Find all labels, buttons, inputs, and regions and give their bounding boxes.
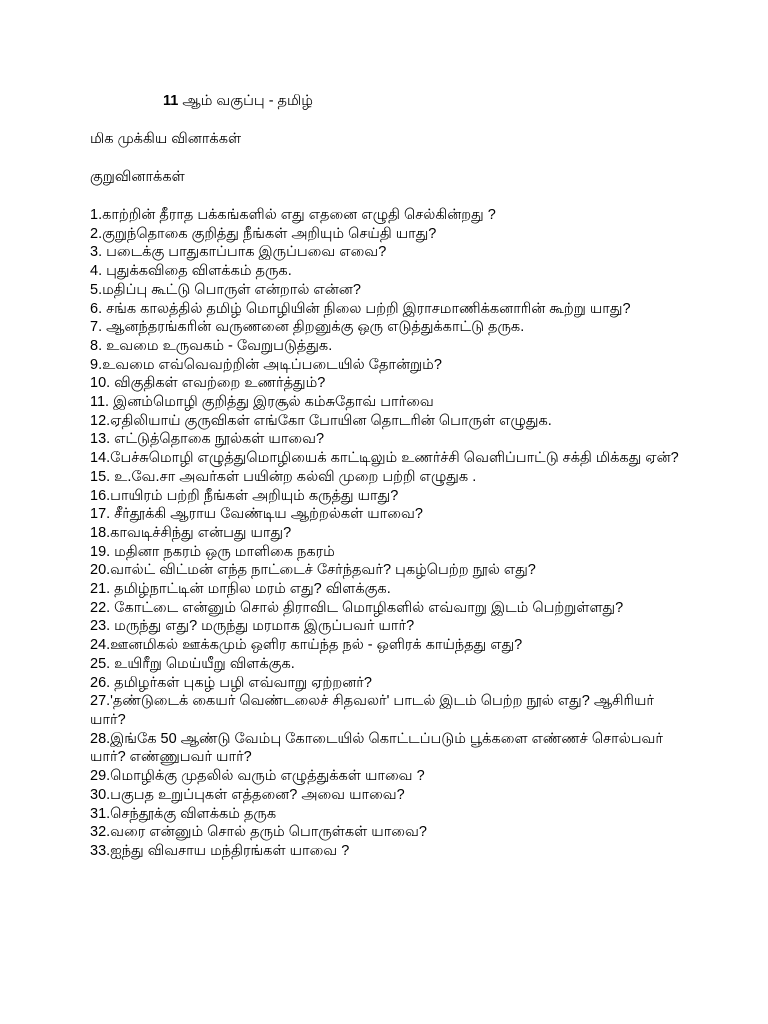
question-item: 14.பேச்சுமொழி எழுத்துமொழியைக் காட்டிலும் உணர்ச்சி வெளிப்பாட்டு சக்தி மிக்கது ஏன்?: [90, 450, 679, 467]
question-item: 33.ஐந்து விவசாய மந்திரங்கள் யாவை ?: [90, 842, 350, 859]
question-item: 5.மதிப்பு கூட்டு பொருள் என்றால் என்ன?: [90, 281, 361, 298]
question-item: 20.வால்ட் விட்மன் எந்த நாட்டைச் சேர்ந்தவர்? புகழ்பெற்ற நூல் எது?: [90, 562, 536, 579]
question-item: 23. மருந்து எது? மருந்து மரமாக இருப்பவர் யார்?: [90, 618, 415, 635]
question-item: 29.மொழிக்கு முதலில் வரும் எழுத்துக்கள் யாவை ?: [90, 768, 425, 785]
question-item: 24.ஊனமிகல் ஊக்கமும் ஒளிர காய்ந்த நல் - ஒளிரக் காய்ந்தது எது?: [90, 637, 523, 654]
question-list: [90, 206, 680, 861]
question-item: 8. உவமை உருவகம் - வேறுபடுத்துக.: [90, 337, 333, 354]
question-item: 26. தமிழர்கள் புகழ் பழி எவ்வாறு ஏற்றனர்?: [90, 674, 372, 691]
section-heading-important-questions: மிக முக்கிய வினாக்கள்: [90, 131, 242, 147]
question-item: 27.'தண்டுடைக் கையர் வெண்டலைச் சிதவலர்' பாடல் இடம் பெற்ற நூல் எது? ஆசிரியர் யார்?: [90, 693, 654, 728]
title-number: 11: [163, 93, 179, 109]
question-item: 1.காற்றின் தீராத பக்கங்களில் எது எதனை எழுதி செல்கின்றது ?: [90, 207, 496, 223]
question-item: 28.இங்கே 50 ஆண்டு வேம்பு கோடையில் கொட்டப்படும் பூக்களை எண்ணச் சொல்பவர் யார்? எண்ணுபவர் யார்?: [90, 730, 664, 766]
question-item: 21. தமிழ்நாட்டின் மாநில மரம் எது? விளக்குக.: [90, 581, 391, 598]
question-item: 12.ஏதிலியாய் குருவிகள் எங்கோ போயின தொடரின் பொருள் எழுதுக.: [90, 412, 552, 429]
question-item: 17. சீர்தூக்கி ஆராய வேண்டிய ஆற்றல்கள் யாவை?: [90, 506, 423, 523]
question-item: 7. ஆனந்தரங்கரின் வருணனை திறனுக்கு ஒரு எடுத்துக்காட்டு தருக.: [90, 319, 525, 336]
title-text: ஆம் வகுப்பு - தமிழ்: [182, 93, 313, 109]
question-item: 19. மதினா நகரம் ஒரு மாளிகை நகரம்: [90, 543, 335, 560]
question-item: 16.பாயிரம் பற்றி நீங்கள் அறியும் கருத்து யாது?: [90, 487, 399, 504]
question-item: 3. படைக்கு பாதுகாப்பாக இருப்பவை எவை?: [90, 244, 387, 261]
question-item: 25. உயிரீறு மெய்யீறு விளக்குக.: [90, 655, 295, 672]
question-item: 30.பகுபத உறுப்புகள் எத்தனை? அவை யாவை?: [90, 786, 405, 803]
question-item: 18.காவடிச்சிந்து என்பது யாது?: [90, 524, 292, 541]
question-item: 2.குறுந்தொகை குறித்து நீங்கள் அறியும் செய்தி யாது?: [90, 225, 437, 242]
question-item: 31.செந்தூக்கு விளக்கம் தருக: [90, 805, 277, 822]
question-item: 10. விகுதிகள் எவற்றை உணர்த்தும்?: [90, 375, 326, 392]
question-item: 9.உவமை எவ்வெவற்றின் அடிப்படையில் தோன்றும்?: [90, 356, 442, 373]
question-item: 13. எட்டுத்தொகை நூல்கள் யாவை?: [90, 431, 325, 448]
question-item: 11. இனம்மொழி குறித்து இரசூல் கம்சுதோவ் பார்வை: [90, 394, 434, 411]
question-item: 4. புதுக்கவிதை விளக்கம் தருக.: [90, 263, 292, 280]
section-heading-short-questions: குறுவினாக்கள்: [90, 169, 185, 185]
question-item: 6. சங்க காலத்தில் தமிழ் மொழியின் நிலை பற்றி இராசமாணிக்கனாரின் கூற்று யாது?: [90, 300, 631, 317]
question-item: 32.வரை என்னும் சொல் தரும் பொருள்கள் யாவை?: [90, 824, 427, 841]
question-item: 15. உ.வே.சா அவர்கள் பயின்ற கல்வி முறை பற்றி எழுதுக .: [90, 468, 477, 485]
question-item: 22. கோட்டை என்னும் சொல் திராவிட மொழிகளில் எவ்வாறு இடம் பெற்றுள்ளது?: [90, 599, 624, 616]
document-title: [163, 92, 313, 110]
